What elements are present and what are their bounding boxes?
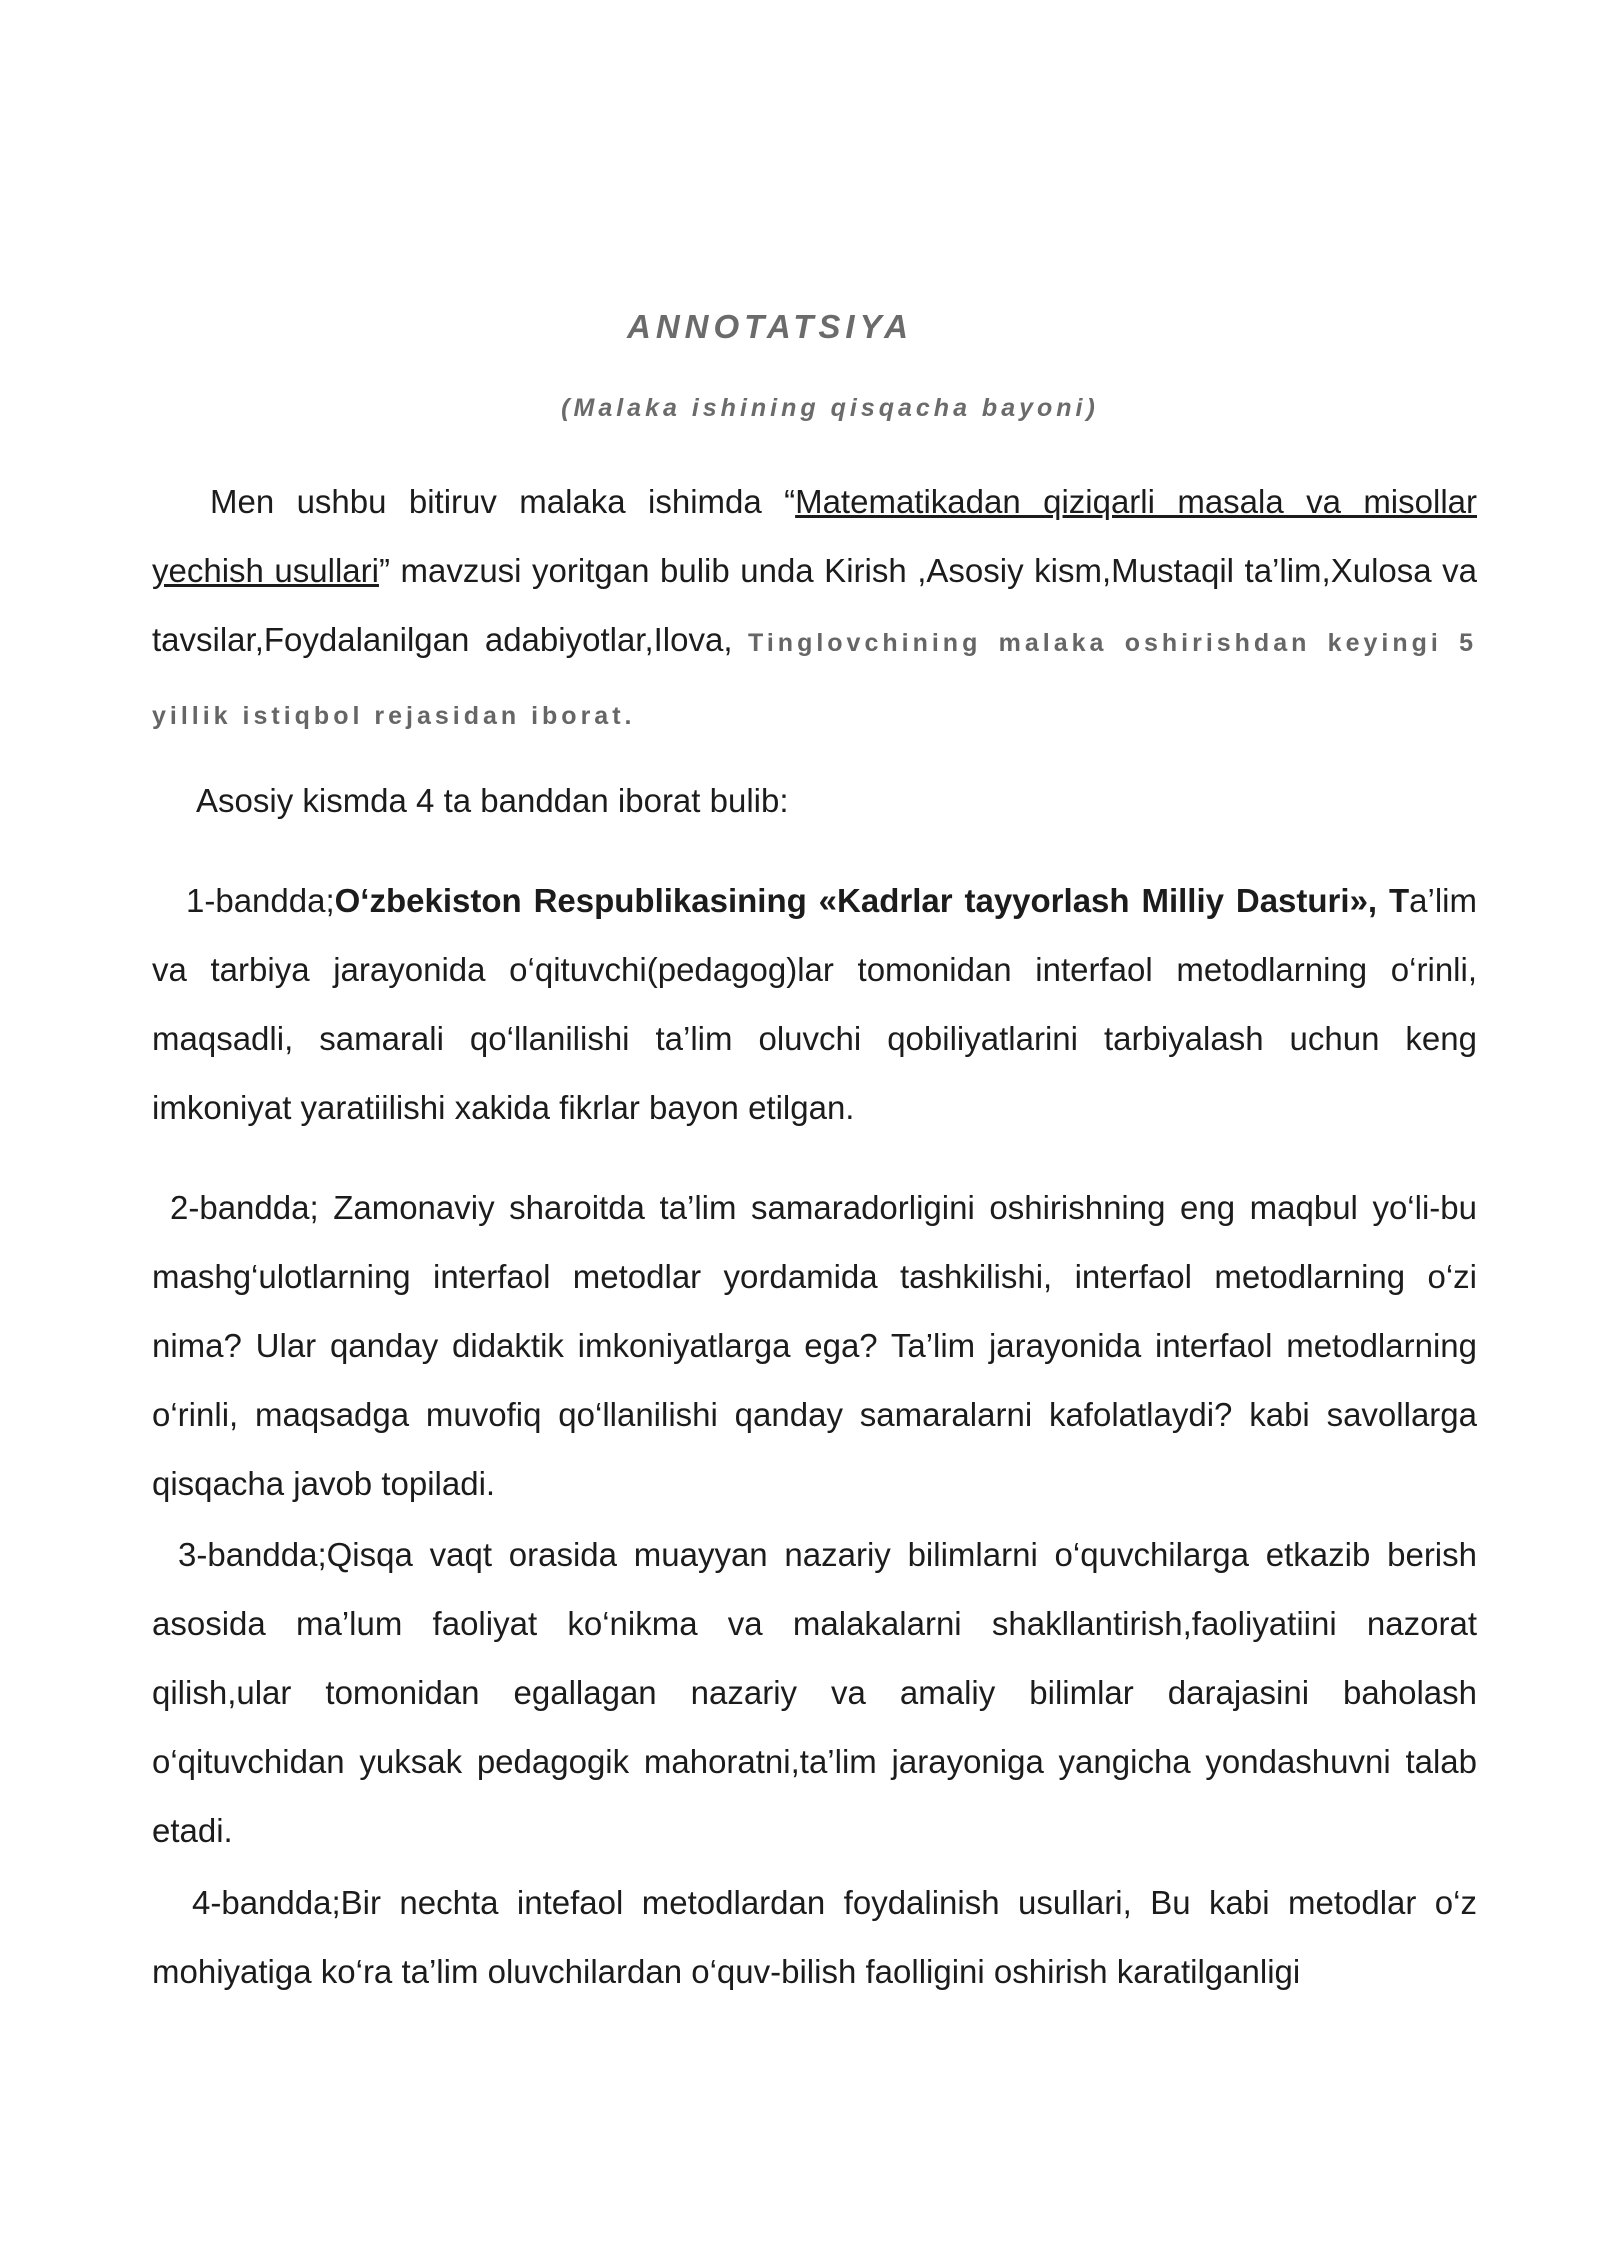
item-4-paragraph: 4-bandda;Bir nechta intefaol metodlardan foydalinish usullari, Bu kabi metodlar o‘z mohiyatiga ko‘ra ta’lim oluvchilardan o‘quv-bilish faolligini oshirish karatilganligi <box>152 1884 1477 1990</box>
item-2-paragraph: 2-bandda; Zamonaviy sharoitda ta’lim samaradorligini oshirishning eng maqbul yo‘li-bu mashg‘ulotlarning interfaol metodlar yordamida tashkilishi, interfaol metodlarning o‘zi nima? Ular qanday didaktik imkoniyatlarga ega? Ta’lim jarayonida interfaol metodlarning o‘rinli, maqsadga muvofiq qo‘llanilishi qanday samaralarni kafolatlaydi? kabi savollarga qisqacha javob topiladi. <box>152 1189 1477 1502</box>
intro-spaced-tail: Tinglovchining malaka oshirishdan keyingi 5 yillik istiqbol rejasidan iborat. <box>152 629 1477 730</box>
item-1-lead: 1-bandda; <box>186 882 335 919</box>
topic-title: Matematikadan qiziqarli masala va misollar yechish usullari <box>152 483 1477 589</box>
item-1-paragraph <box>152 866 1477 1142</box>
document-title: ANNOTATSIYA <box>627 308 913 345</box>
main-part-intro: Asosiy kismda 4 ta banddan iborat bulib: <box>196 782 789 819</box>
intro-paragraph <box>152 467 1477 751</box>
document-subtitle: (Malaka ishining qisqacha bayoni) <box>561 394 1099 422</box>
item-1-rest: a’lim va tarbiya jarayonida o‘qituvchi(pedagog)lar tomonidan interfaol metodlarning o‘rinli, maqsadli, samarali qo‘llanilishi ta’lim oluvchi qobiliyatlarini tarbiyalash uchun keng imkoniyat yaratiilishi xakida fikrlar bayon etilgan. <box>152 882 1477 1126</box>
intro-lead: Men ushbu bitiruv malaka ishimda “ <box>210 483 796 520</box>
intro-after: ” mavzusi yoritgan bulib unda Kirish ,Asosiy kism,Mustaqil ta’lim,Xulosa va tavsilar,Foydalanilgan adabiyotlar,Ilova, <box>152 552 1477 658</box>
item-3-paragraph: 3-bandda;Qisqa vaqt orasida muayyan nazariy bilimlarni o‘quvchilarga etkazib berish asosida ma’lum faoliyat ko‘nikma va malakalarni shakllantirish,faoliyatiini nazorat qilish,ular tomonidan egallagan nazariy va amaliy bilimlar darajasini baholash o‘qituvchidan yuksak pedagogik mahoratni,ta’lim jarayoniga yangicha yondashuvni talab etadi. <box>152 1536 1477 1849</box>
item-1-bold: O‘zbekiston Respublikasining «Kadrlar tayyorlash Milliy Dasturi», T <box>334 882 1410 919</box>
